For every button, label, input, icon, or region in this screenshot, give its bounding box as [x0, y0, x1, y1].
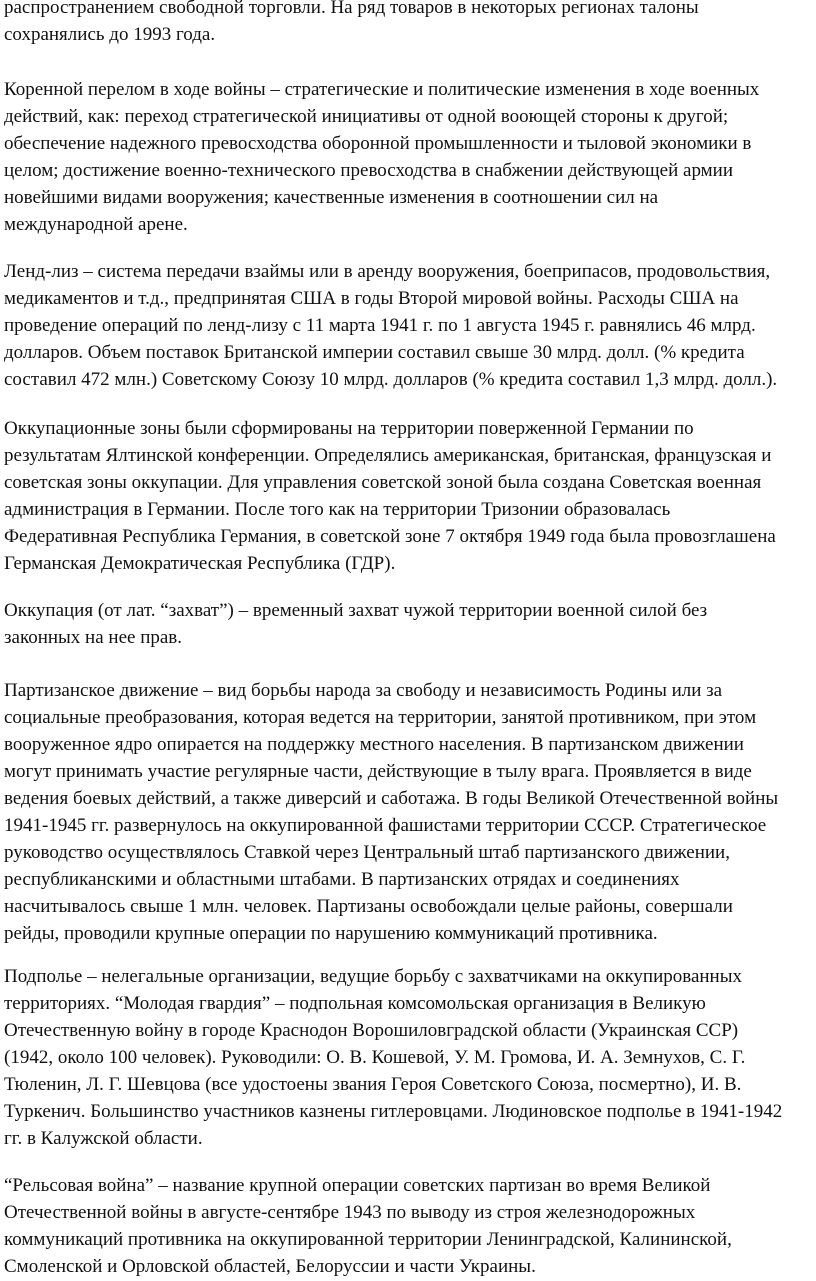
text-line: рейды, проводили крупные операции по нарушению коммуникаций противника.: [4, 923, 658, 944]
paragraph-occupation: [4, 597, 816, 651]
text-line: распространением свободной торговли. На ряд товаров в некоторых регионах талоны: [4, 0, 699, 18]
paragraph-rail-war: [4, 1172, 816, 1280]
paragraph-turning-point: [4, 76, 816, 238]
text-line: вооруженное ядро опирается на поддержку местного населения. В партизанском движении: [4, 734, 744, 755]
text-line: гг. в Калужской области.: [4, 1128, 203, 1149]
text-line: Отечественную войну в городе Краснодон Ворошиловградской области (Украинская ССР): [4, 1020, 739, 1041]
text-line: долларов. Объем поставок Британской империи составил свыше 30 млрд. долл. (% кредита: [4, 342, 745, 363]
text-line: Коренной перелом в ходе войны – стратегические и политические изменения в ходе военных: [4, 79, 760, 100]
text-line: сохранялись до 1993 года.: [4, 24, 216, 45]
text-line: целом; достижение военно-технического превосходства в снабжении действующей армии: [4, 160, 734, 181]
text-line: территориях. “Молодая гвардия” – подпольная комсомольская организация в Великую: [4, 993, 706, 1014]
text-line: проведение операций по ленд-лизу с 11 марта 1941 г. по 1 августа 1945 г. равнялись 46 млрд.: [4, 315, 756, 336]
text-line: коммуникаций противника на оккупированной территории Ленинградской, Калининской,: [4, 1229, 732, 1250]
text-line: социальные преобразования, которая ведется на территории, занятой противником, при этом: [4, 707, 757, 728]
text-line: (1942, около 100 человек). Руководили: О. В. Кошевой, У. М. Громова, И. А. Земнухов, С. Г.: [4, 1047, 746, 1068]
text-line: Туркенич. Большинство участников казнены гитлеровцами. Людиновское подполье в 1941-1942: [4, 1101, 783, 1122]
text-line: действий, как: переход стратегической инициативы от одной вооющей стороны к другой;: [4, 106, 729, 127]
text-line: Отечественной войны в августе-сентябре 1943 по выводу из строя железнодорожных: [4, 1202, 696, 1223]
text-line: Германская Демократическая Республика (ГДР).: [4, 553, 396, 574]
text-line: Подполье – нелегальные организации, ведущие борьбу с захватчиками на оккупированных: [4, 966, 742, 987]
paragraph-underground: [4, 963, 816, 1152]
paragraph-rationing: [4, 0, 816, 48]
text-line: советская зоны оккупации. Для управления советской зоной была создана Советская военная: [4, 472, 762, 493]
paragraph-lend-lease: [4, 258, 816, 393]
text-line: результатам Ялтинской конференции. Определялись американская, британская, французская и: [4, 445, 772, 466]
text-line: медикаментов и т.д., предпринятая США в годы Второй мировой войны. Расходы США на: [4, 288, 739, 309]
text-line: насчитывалось свыше 1 млн. человек. Партизаны освобождали целые районы, совершали: [4, 896, 733, 917]
text-line: Смоленской и Орловской областей, Белоруссии и части Украины.: [4, 1256, 536, 1277]
text-line: могут принимать участие регулярные части, действующие в тылу врага. Проявляется в виде: [4, 761, 752, 782]
paragraph-occupation-zones: [4, 415, 816, 577]
text-line: Партизанское движение – вид борьбы народа за свободу и независимость Родины или за: [4, 680, 723, 701]
text-line: Федеративная Республика Германия, в советской зоне 7 октября 1949 года была провозглашена: [4, 526, 776, 547]
text-line: 1941-1945 гг. развернулось на оккупированной фашистами территории СССР. Стратегическое: [4, 815, 767, 836]
text-line: Оккупационные зоны были сформированы на территории поверженной Германии по: [4, 418, 694, 439]
text-line: ведения боевых действий, а также диверсий и саботажа. В годы Великой Отечественной войны: [4, 788, 779, 809]
text-line: руководство осуществлялось Ставкой через Центральный штаб партизанского движении,: [4, 842, 730, 863]
paragraph-partisan-movement: [4, 677, 816, 947]
text-line: составил 472 млн.) Советскому Союзу 10 млрд. долларов (% кредита составил 1,3 млрд. долл.).: [4, 369, 778, 390]
text-line: Ленд-лиз – система передачи взаймы или в аренду вооружения, боеприпасов, продовольствия,: [4, 261, 771, 282]
text-line: республиканскими и областными штабами. В партизанских отрядах и соединениях: [4, 869, 680, 890]
text-line: международной арене.: [4, 214, 188, 235]
text-line: законных на нее прав.: [4, 627, 183, 648]
text-line: администрация в Германии. После того как на территории Тризонии образовалась: [4, 499, 671, 520]
text-line: “Рельсовая война” – название крупной операции советских партизан во время Великой: [4, 1175, 711, 1196]
text-line: обеспечение надежного превосходства оборонной промышленности и тыловой экономики в: [4, 133, 752, 154]
text-line: Тюленин, Л. Г. Шевцова (все удостоены звания Героя Советского Союза, посмертно), И. В.: [4, 1074, 742, 1095]
text-line: Оккупация (от лат. “захват”) – временный захват чужой территории военной силой без: [4, 600, 708, 621]
text-line: новейшими видами вооружения; качественные изменения в соотношении сил на: [4, 187, 659, 208]
